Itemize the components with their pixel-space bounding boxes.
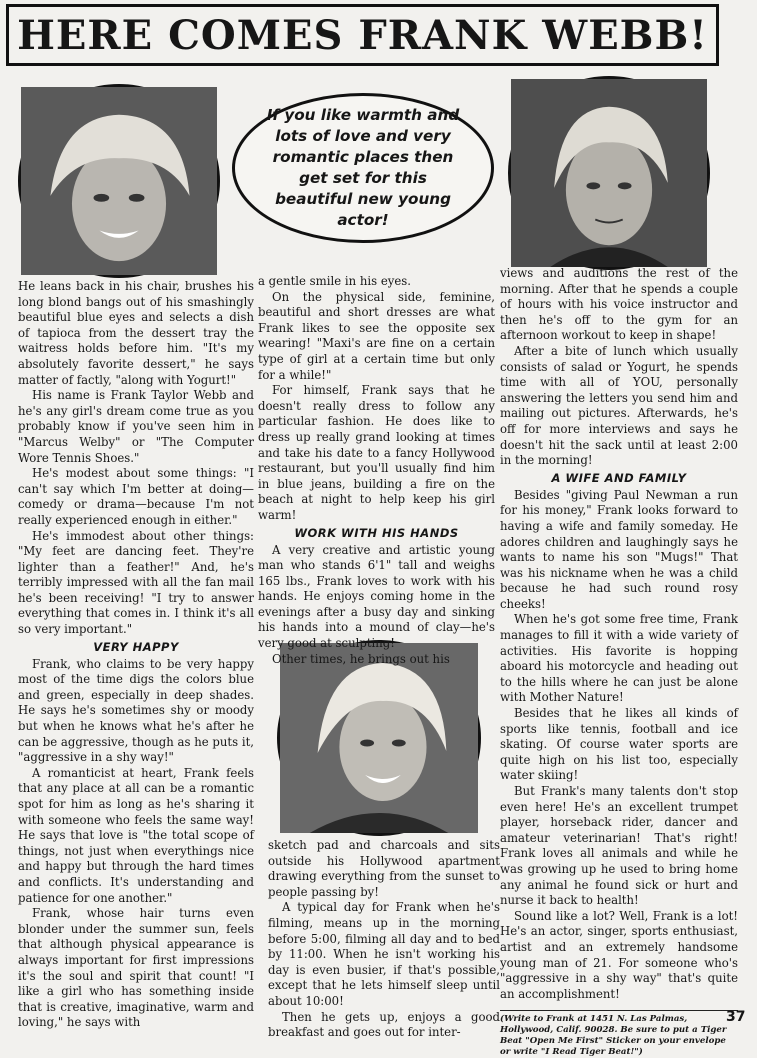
headline: HERE COMES FRANK WEBB! — [6, 4, 719, 66]
article-column-1 — [18, 279, 254, 1035]
article-paragraph: On the physical side, feminine, beautiful and short dresses are what Frank likes to see the opposite sex wearing! "Maxi's are fine on a certain type of girl at a certain time but only for a while!" — [258, 289, 495, 382]
article-paragraph: But Frank's many talents don't stop even here! He's an excellent trumpet player, horseback rider, dancer and amateur veterinarian! That's right! Frank loves all animals and while he was growing up he used to bring home any animal he found sick or hurt and nurse it back to health! — [500, 784, 738, 908]
article-paragraph: He's immodest about other things: "My feet are dancing feet. They're lighter than a feather!" And, he's terribly impressed with all the fan mail he's been receiving! "I try to answer everything that comes in. I think it's all so very important." — [18, 528, 254, 637]
section-heading: A WIFE AND FAMILY — [551, 470, 687, 485]
article-paragraph: Other times, he brings out his — [272, 651, 450, 666]
portrait-photo-2 — [508, 76, 710, 270]
article-paragraph: He's modest about some things: "I can't say which I'm better at doing—comedy or drama—because I'm not really experienced enough in either." — [18, 466, 254, 527]
article-paragraph: Frank, who claims to be very happy most of the time digs the colors blue and green, especially in deep shades. He says he's sometimes shy or moody but when he knows what he's after he can be aggressive, though as he puts it, "aggressive in a shy way!" — [18, 656, 254, 765]
article-column-2-bottom — [268, 838, 500, 1040]
article-paragraph: After a bite of lunch which usually consists of salad or Yogurt, he spends time with all of YOU, personally answering the letters you send him and mailing out pictures. Afterwards, he's off for more interviews and says he doesn't hit the sack until at least 2:00 in the morning! — [500, 343, 738, 468]
article-paragraph: Besides that he likes all kinds of sports like tennis, football and ice skating. Of course water sports are quite high on his list too, especially water skiing! — [500, 706, 738, 783]
article-paragraph: A very creative and artistic young man who stands 6'1" tall and weighs 165 lbs., Frank loves to work with his hands. He enjoys coming home in the evenings after a busy day and sinking his hands into a mound of clay—he's very good at sculpting! — [258, 542, 495, 651]
article-paragraph: A typical day for Frank when he's filming, means up in the morning before 5:00, filming all day and to bed by 11:00. When he isn't working his day is even busier, if that's possible, except that he lets himself sleep until about 10:00! — [268, 900, 500, 1008]
article-paragraph: sketch pad and charcoals and sits outside his Hollywood apartment drawing everything from the sunset to people passing by! — [268, 838, 500, 899]
article-paragraph: His name is Frank Taylor Webb and he's any girl's dream come true as you probably know if you've seen him in "Marcus Welby" or "The Computer Wore Tennis Shoes." — [18, 388, 254, 465]
fan-mail-address-note: (Write to Frank at 1451 N. Las Palmas, Hollywood, Calif. 90028. Be sure to put a Tiger Beat "Open Me First" Sticker on your envelope or write "I Read Tiger Beat!") — [500, 1010, 738, 1058]
article-paragraph: Sound like a lot? Well, Frank is a lot! He's an actor, singer, sports enthusiast, artist and an extremely handsome young man of 21. For someone who's "aggressive in a shy way" that's quite an accomplishment! — [500, 908, 738, 1001]
page-number: 37 — [726, 1009, 746, 1025]
article-paragraph: views and auditions the rest of the morning. After that he spends a couple of hours with his voice instructor and then he's off to the gym for an afternoon workout to keep in shape! — [500, 266, 738, 343]
article-column-2-top — [258, 274, 495, 666]
intro-text: If you like warmth and lots of love and very romantic places then get set for this beautiful new young actor! — [266, 106, 460, 229]
article-paragraph: Besides "giving Paul Newman a run for his money," Frank looks forward to having a wife and family someday. He adores children and laughingly says he wants to name his son "Mugs!" That was his nickname when he was a child because he had such round rosy cheeks! — [500, 487, 738, 611]
article-paragraph: He leans back in his chair, brushes his long blond bangs out of his smashingly beautiful blue eyes and selects a dish of tapioca from the dessert tray the waitress holds before him. "It's my absolutely favorite dessert," he says matter of factly, "along with Yogurt!" — [18, 279, 254, 387]
article-paragraph: a gentle smile in his eyes. — [258, 274, 411, 288]
section-heading: WORK WITH HIS HANDS — [294, 525, 459, 540]
article-paragraph: For himself, Frank says that he doesn't really dress to follow any particular fashion. He does like to dress up really grand looking at times and take his date to a fancy Hollywood restaurant, but you'll usually find him in blue jeans, building a fire on the beach at night to help keep his girl warm! — [258, 383, 495, 522]
intro-oval — [232, 93, 494, 243]
section-heading: VERY HAPPY — [93, 639, 179, 654]
article-paragraph: A romanticist at heart, Frank feels that any place at all can be a romantic spot for him as long as he's sharing it with someone who feels the same way! He says that love is "the total scope of things, not just when everythings nice and happy but through the hard times and conflicts. It's understanding and patience for one another." — [18, 765, 254, 905]
article-paragraph: Then he gets up, enjoys a good breakfast and goes out for inter- — [268, 1009, 500, 1040]
article-paragraph: Frank, whose hair turns even blonder under the summer sun, feels that although physical appearance is always important for first impressions it's the soul and spirit that count! "I like a girl who has something inside that is creative, imaginative, warm and loving," he says with — [18, 906, 254, 1030]
article-paragraph: When he's got some free time, Frank manages to fill it with a wide variety of activities. His favorite is hopping aboard his motorcycle and heading out to the hills where he can just be alone with Mother Nature! — [500, 612, 738, 705]
portrait-photo-3 — [277, 640, 481, 836]
portrait-photo-1 — [18, 84, 220, 278]
